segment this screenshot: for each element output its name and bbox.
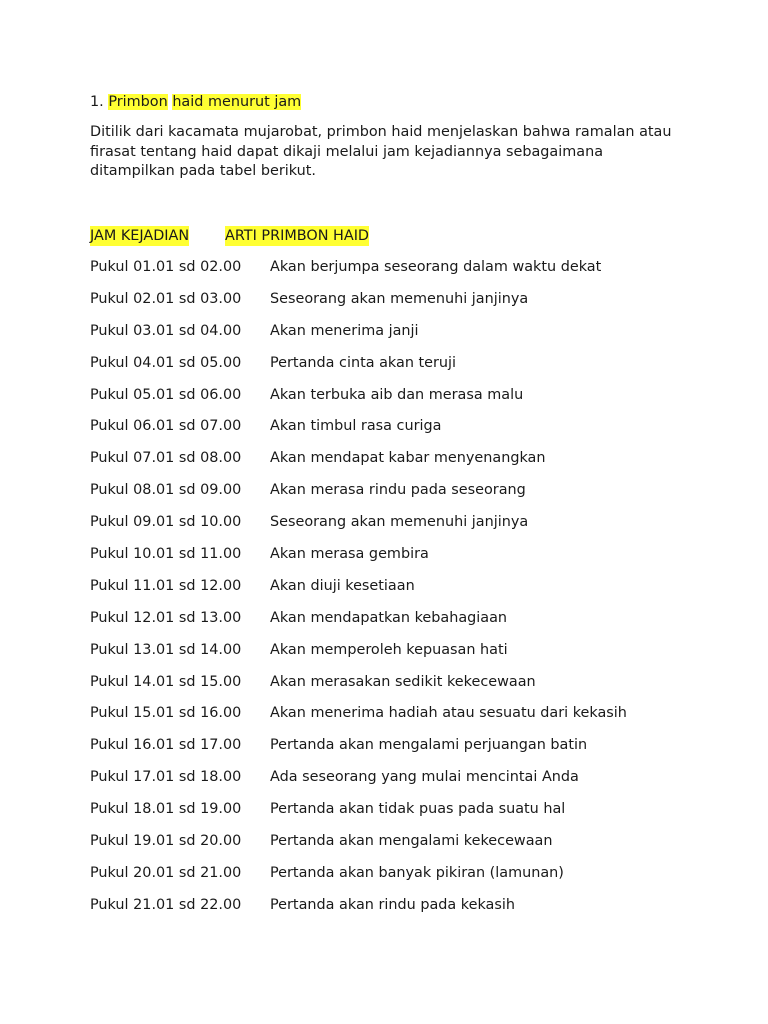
table-header — [90, 226, 690, 246]
cell-meaning: Akan mendapat kabar menyenangkan — [270, 450, 546, 467]
table-row — [90, 703, 710, 735]
cell-time: Pukul 06.01 sd 07.00 — [90, 418, 242, 435]
cell-meaning: Akan merasa gembira — [270, 546, 429, 563]
table-row — [90, 895, 710, 927]
table-row — [90, 512, 710, 544]
cell-time: Pukul 01.01 sd 02.00 — [90, 259, 242, 275]
cell-meaning: Akan merasakan sedikit kekecewaan — [270, 673, 536, 690]
table-row — [90, 448, 710, 480]
cell-time: Pukul 13.01 sd 14.00 — [90, 641, 242, 658]
table-row — [90, 863, 710, 895]
table-row — [90, 321, 710, 353]
cell-meaning: Akan timbul rasa curiga — [270, 418, 442, 435]
table-row — [90, 767, 710, 799]
heading-number: 1. — [90, 94, 104, 110]
cell-time: Pukul 19.01 sd 20.00 — [90, 833, 242, 850]
cell-meaning: Pertanda akan mengalami kekecewaan — [270, 833, 553, 850]
cell-time: Pukul 12.01 sd 13.00 — [90, 609, 242, 626]
primbon-table — [90, 257, 710, 927]
header-arti-primbon: ARTI PRIMBON HAID — [225, 228, 370, 244]
table-row — [90, 799, 710, 831]
table-row — [90, 544, 710, 576]
table-row — [90, 353, 710, 385]
cell-time: Pukul 05.01 sd 06.00 — [90, 386, 242, 403]
cell-meaning: Akan terbuka aib dan merasa malu — [270, 386, 524, 403]
table-row — [90, 831, 710, 863]
table-row — [90, 480, 710, 512]
table-row — [90, 735, 710, 767]
cell-time: Pukul 04.01 sd 05.00 — [90, 354, 242, 371]
cell-meaning: Ada seseorang yang mulai mencintai Anda — [270, 769, 579, 786]
table-row — [90, 672, 710, 704]
cell-meaning: Akan menerima janji — [270, 322, 419, 339]
cell-time: Pukul 15.01 sd 16.00 — [90, 705, 242, 722]
table-row — [90, 257, 710, 289]
table-row — [90, 640, 710, 672]
cell-meaning: Pertanda akan banyak pikiran (lamunan) — [270, 864, 564, 881]
cell-time: Pukul 18.01 sd 19.00 — [90, 801, 242, 818]
cell-time: Pukul 02.01 sd 03.00 — [90, 290, 242, 307]
cell-time: Pukul 10.01 sd 11.00 — [90, 546, 242, 563]
cell-time: Pukul 07.01 sd 08.00 — [90, 450, 242, 467]
cell-meaning: Akan diuji kesetiaan — [270, 577, 415, 594]
cell-meaning: Pertanda akan tidak puas pada suatu hal — [270, 801, 566, 818]
cell-meaning: Pertanda akan rindu pada kekasih — [270, 896, 515, 913]
cell-time: Pukul 11.01 sd 12.00 — [90, 577, 242, 594]
cell-time: Pukul 09.01 sd 10.00 — [90, 514, 242, 531]
cell-time: Pukul 21.01 sd 22.00 — [90, 896, 242, 913]
section-heading — [90, 92, 301, 112]
header-jam-kejadian: JAM KEJADIAN — [90, 228, 190, 244]
cell-meaning: Pertanda akan mengalami perjuangan batin — [270, 737, 588, 754]
table-row — [90, 289, 710, 321]
cell-time: Pukul 16.01 sd 17.00 — [90, 737, 242, 754]
cell-meaning: Seseorang akan memenuhi janjinya — [270, 290, 529, 307]
cell-time: Pukul 17.01 sd 18.00 — [90, 769, 242, 786]
table-row — [90, 576, 710, 608]
cell-meaning: Akan mendapatkan kebahagiaan — [270, 609, 508, 626]
cell-meaning: Pertanda cinta akan teruji — [270, 354, 457, 371]
intro-paragraph: Ditilik dari kacamata mujarobat, primbon haid menjelaskan bahwa ramalan atau firasat tentang haid dapat dikaji melalui jam kejadiannya sebagaimana ditampilkan pada tabel berikut. — [90, 124, 672, 179]
cell-meaning: Akan memperoleh kepuasan hati — [270, 641, 508, 658]
table-row — [90, 385, 710, 417]
cell-time: Pukul 14.01 sd 15.00 — [90, 673, 242, 690]
table-row — [90, 416, 710, 448]
cell-time: Pukul 08.01 sd 09.00 — [90, 482, 242, 499]
cell-meaning: Akan merasa rindu pada seseorang — [270, 482, 526, 499]
cell-meaning: Seseorang akan memenuhi janjinya — [270, 514, 529, 531]
cell-time: Pukul 20.01 sd 21.00 — [90, 864, 242, 881]
heading-highlight-rest: haid menurut jam — [172, 94, 302, 110]
cell-time: Pukul 03.01 sd 04.00 — [90, 322, 242, 339]
table-row — [90, 608, 710, 640]
cell-meaning: Akan berjumpa seseorang dalam waktu dekat — [270, 259, 602, 275]
heading-highlight-primbon: Primbon — [108, 94, 168, 110]
cell-meaning: Akan menerima hadiah atau sesuatu dari kekasih — [270, 705, 627, 722]
